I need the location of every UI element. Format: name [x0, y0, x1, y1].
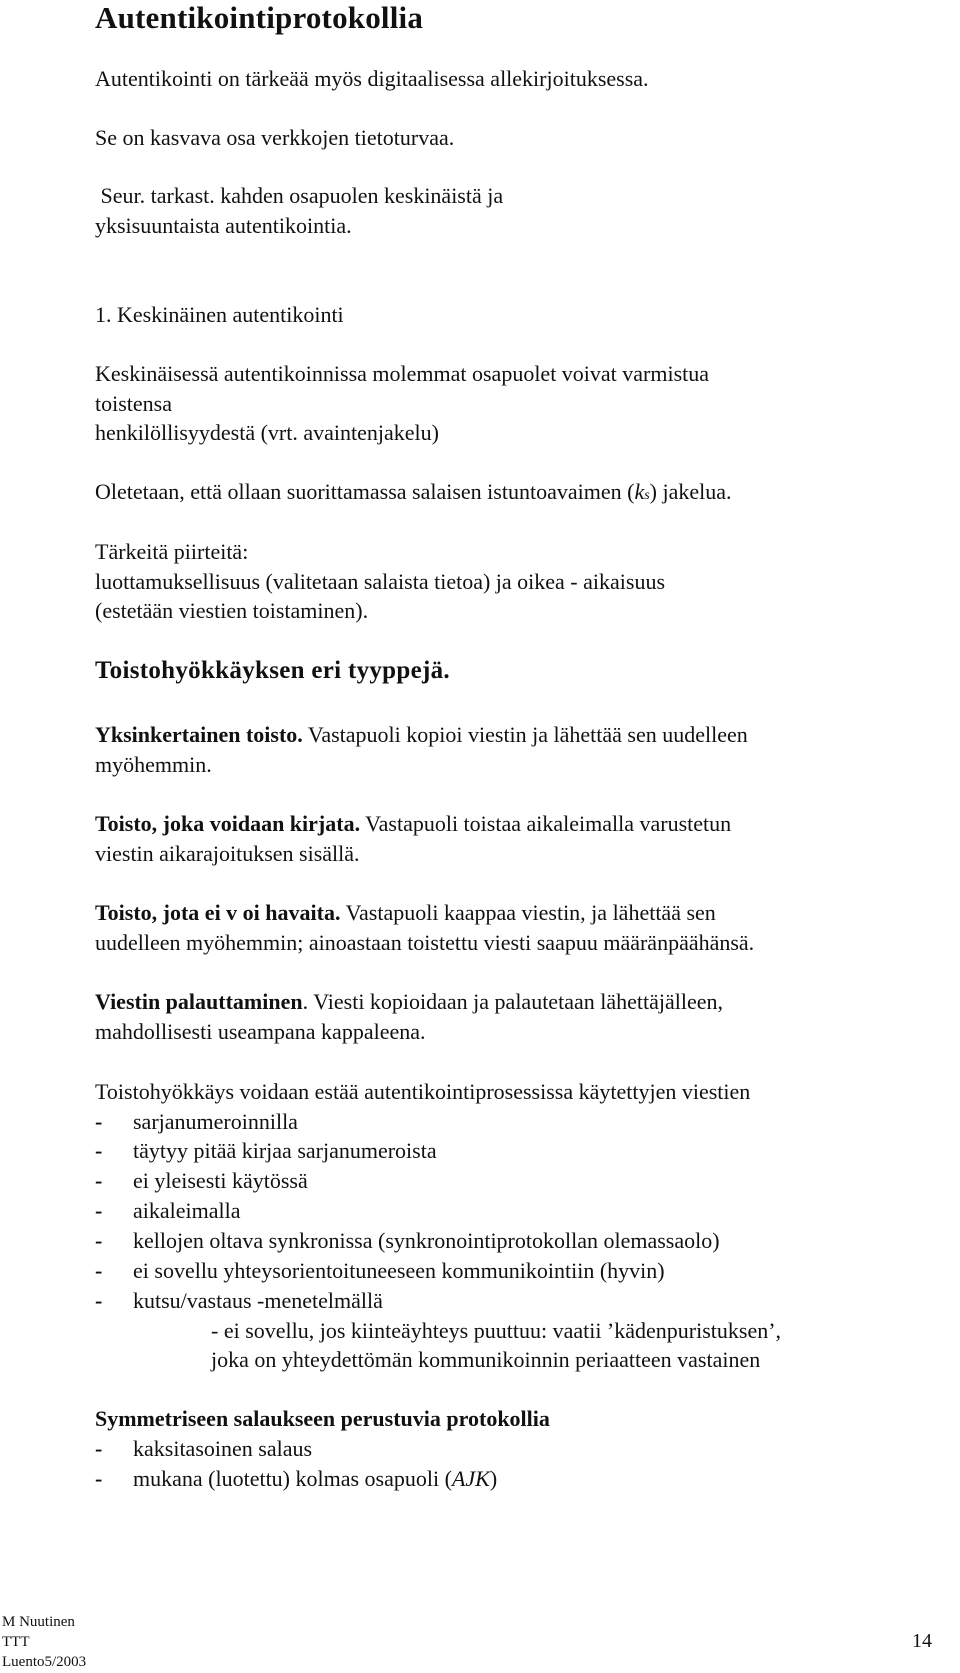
page-title: Autentikointiprotokollia — [95, 0, 424, 35]
intro-line-1: Autentikointi on tärkeää myös digitaalisessa allekirjoituksessa. — [95, 66, 649, 91]
replay-item-3-line-2: uudelleen myöhemmin; ainoastaan toistettu viesti saapuu määränpäähänsä. — [95, 930, 755, 955]
footer-author: M Nuutinen — [2, 1614, 75, 1630]
session-key-subscript: s — [644, 488, 650, 503]
replay-item-2-line-1 — [95, 809, 731, 839]
symmetric-heading: Symmetriseen salaukseen perustuvia protokollia — [95, 1406, 550, 1431]
symmetric-list-item — [95, 1434, 312, 1464]
intro-line-3: Seur. tarkast. kahden osapuolen keskinäistä ja — [95, 183, 504, 208]
mutual-auth-para-line-3: henkilöllisyydestä (vrt. avaintenjakelu) — [95, 420, 439, 445]
prevention-list-item — [95, 1107, 298, 1137]
replay-item-3-title: Toisto, jota ei v oi havaita. — [95, 900, 341, 925]
replay-item-1-text: Vastapuoli kopioi viestin ja lähettää sen uudelleen — [302, 722, 748, 747]
symmetric-item-text: mukana (luotettu) kolmas osapuoli ( — [133, 1466, 452, 1491]
replay-item-4-title: Viestin palauttaminen — [95, 989, 303, 1014]
replay-item-1-line-2: myöhemmin. — [95, 752, 212, 777]
prevention-list-item — [95, 1166, 308, 1196]
replay-item-2-title: Toisto, joka voidaan kirjata. — [95, 811, 361, 836]
symmetric-list-item — [95, 1464, 497, 1494]
list-dash: - — [95, 1436, 103, 1461]
list-dash: - — [95, 1138, 103, 1163]
features-line-2: luottamuksellisuus (valitetaan salaista tietoa) ja oikea - aikaisuus — [95, 569, 666, 594]
replay-item-4-line-1 — [95, 987, 723, 1017]
replay-item-4-line-2: mahdollisesti useampana kappaleena. — [95, 1019, 426, 1044]
features-line-3: (estetään viestien toistaminen). — [95, 598, 369, 623]
replay-types-heading: Toistohyökkäyksen eri tyyppejä. — [95, 657, 450, 684]
replay-item-1-line-1 — [95, 720, 748, 750]
section-heading-mutual-auth: 1. Keskinäinen autentikointi — [95, 302, 344, 327]
list-dash: - — [95, 1466, 103, 1491]
replay-item-3-text: Vastapuoli kaappaa viestin, ja lähettää sen — [340, 900, 716, 925]
session-key-symbol: k — [634, 479, 645, 504]
footer-lecture: Luento5/2003 — [2, 1654, 87, 1670]
prevention-subnote-line-2: joka on yhteydettömän kommunikoinnin periaatteen vastainen — [211, 1347, 761, 1372]
replay-item-4-text: . Viesti kopioidaan ja palautetaan lähettäjälleen, — [302, 989, 723, 1014]
session-key-text-before: Oletetaan, että ollaan suorittamassa salaisen istuntoavaimen ( — [95, 479, 635, 504]
list-dash: - — [95, 1168, 103, 1193]
ajk-abbreviation: AJK — [451, 1466, 490, 1491]
prevention-item-text: aikaleimalla — [133, 1198, 241, 1223]
list-dash: - — [95, 1109, 103, 1134]
symmetric-item-text: kaksitasoinen salaus — [133, 1436, 313, 1461]
intro-line-2: Se on kasvava osa verkkojen tietoturvaa. — [95, 125, 455, 150]
prevention-list-item — [95, 1226, 720, 1256]
prevention-item-text: ei sovellu yhteysorientoituneeseen kommunikointiin (hyvin) — [133, 1258, 665, 1283]
prevention-item-text: täytyy pitää kirjaa sarjanumeroista — [133, 1138, 437, 1163]
list-dash: - — [95, 1288, 103, 1313]
prevention-list-item — [95, 1286, 383, 1316]
list-dash: - — [95, 1258, 103, 1283]
mutual-auth-para-line-2: toistensa — [95, 391, 172, 416]
session-key-sentence — [95, 477, 732, 511]
replay-item-1-title: Yksinkertainen toisto. — [95, 722, 303, 747]
list-dash: - — [95, 1228, 103, 1253]
footer-org: TTT — [2, 1634, 30, 1650]
mutual-auth-para-line-1: Keskinäisessä autentikoinnissa molemmat osapuolet voivat varmistua — [95, 361, 710, 386]
page-number: 14 — [912, 1630, 932, 1652]
session-key-text-after: ) jakelua. — [649, 479, 732, 504]
intro-line-4: yksisuuntaista autentikointia. — [95, 213, 352, 238]
prevention-item-text: kutsu/vastaus -menetelmällä — [133, 1288, 383, 1313]
prevention-subnote-line-1: - ei sovellu, jos kiinteäyhteys puuttuu: vaatii ’kädenpuristuksen’, — [211, 1318, 782, 1343]
replay-item-3-line-1 — [95, 898, 716, 928]
prevention-list-item — [95, 1256, 665, 1286]
prevention-item-text: ei yleisesti käytössä — [133, 1168, 308, 1193]
replay-item-2-line-2: viestin aikarajoituksen sisällä. — [95, 841, 360, 866]
prevention-intro: Toistohyökkäys voidaan estää autentikointiprosessissa käytettyjen viestien — [95, 1079, 751, 1104]
closing-paren: ) — [489, 1466, 498, 1491]
features-line-1: Tärkeitä piirteitä: — [95, 539, 249, 564]
prevention-list-item — [95, 1136, 437, 1166]
list-dash: - — [95, 1198, 103, 1223]
prevention-item-text: sarjanumeroinnilla — [133, 1109, 298, 1134]
replay-item-2-text: Vastapuoli toistaa aikaleimalla varustetun — [360, 811, 732, 836]
prevention-list-item — [95, 1196, 241, 1226]
prevention-item-text: kellojen oltava synkronissa (synkronointiprotokollan olemassaolo) — [133, 1228, 720, 1253]
